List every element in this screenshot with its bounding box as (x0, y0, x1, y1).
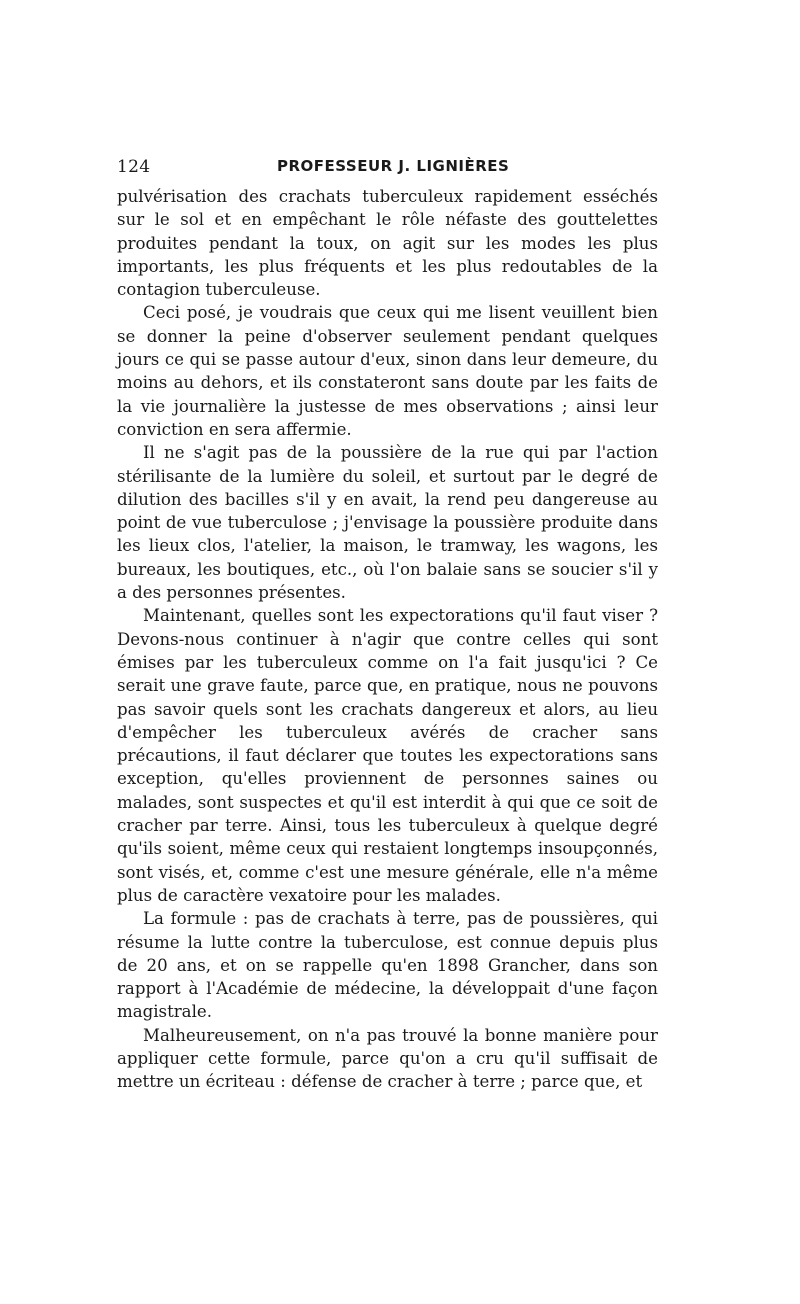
book-page (117, 151, 658, 1094)
paragraph: Ceci posé, je voudrais que ceux qui me lisent veuillent bien se donner la peine d'observer seulement pendant quelques jours ce qui se passe autour d'eux, sinon dans leur demeure, du moins au dehors, et ils constateront sans doute par les faits de la vie journalière la justesse de mes observations ; ainsi leur conviction en sera affermie. (117, 303, 658, 439)
running-title: PROFESSEUR J. LIGNIÈRES (277, 157, 510, 175)
paragraph: Maintenant, quelles sont les expectorations qu'il faut viser ? Devons-nous continuer à n'agir que contre celles qui sont émises par les tuberculeux comme on l'a fait jusqu'ici ? Ce serait une grave faute, parce que, en pratique, nous ne pouvons pas savoir quels sont les crachats dangereux et alors, au lieu d'empêcher les tuberculeux avérés de cracher sans précautions, il faut déclarer que toutes les expectorations sans exception, qu'elles proviennent de personnes saines ou malades, sont suspectes et qu'il est interdit à qui que ce soit de cracher par terre. Ainsi, tous les tuberculeux à quelque degré qu'ils soient, même ceux qui restaient longtemps insoupçonnés, sont visés, et, comme c'est une mesure générale, elle n'a même plus de caractère vexatoire pour les malades. (117, 606, 658, 905)
page-number: 124 (117, 157, 151, 177)
paragraph: Malheureusement, on n'a pas trouvé la bonne manière pour appliquer cette formule, parce qu'on a cru qu'il suffisait de mettre un écriteau : défense de cracher à terre ; parce que, et (117, 1025, 658, 1092)
running-head (117, 151, 658, 185)
paragraph: La formule : pas de crachats à terre, pas de poussières, qui résume la lutte contre la tuberculose, est connue depuis plus de 20 ans, et on se rappelle qu'en 1898 Grancher, dans son rapport à l'Académie de médecine, la développait d'une façon magistrale. (117, 909, 658, 1022)
paragraph: Il ne s'agit pas de la poussière de la rue qui par l'action stérilisante de la lumière du soleil, et surtout par le degré de dilution des bacilles s'il y en avait, la rend peu dangereuse au point de vue tuberculose ; j'envisage la poussière produite dans les lieux clos, l'atelier, la maison, le tramway, les wagons, les bureaux, les boutiques, etc., où l'on balaie sans se soucier s'il y a des personnes présentes. (117, 443, 658, 603)
body-text (117, 185, 658, 1094)
paragraph-continuation: pulvérisation des crachats tuberculeux rapidement esséchés sur le sol et en empêchant le rôle néfaste des gouttelettes produites pendant la toux, on agit sur les modes les plus importants, les plus fréquents et les plus redoutables de la contagion tuberculeuse. (117, 187, 658, 300)
